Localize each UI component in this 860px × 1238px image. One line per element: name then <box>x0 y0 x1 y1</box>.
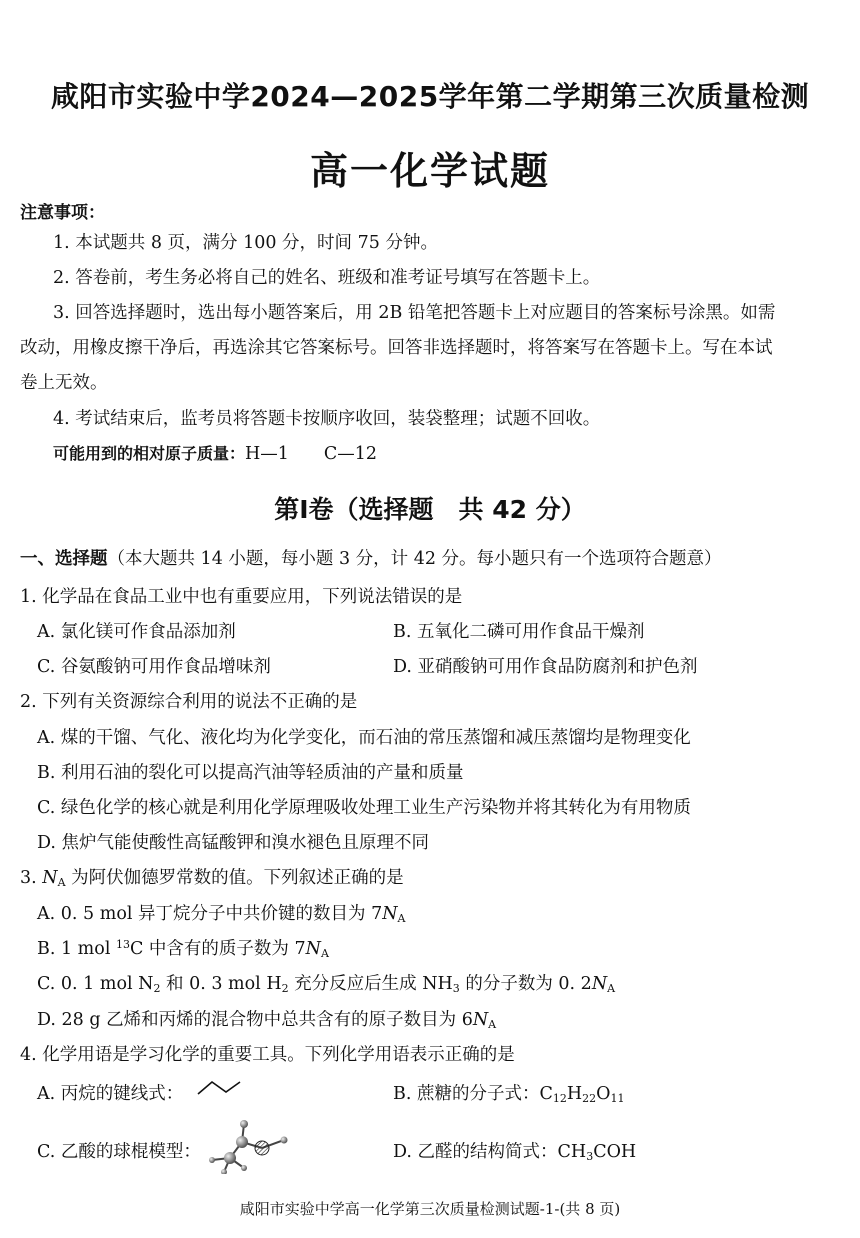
question-3-option-c: C. 0. 1 mol $N_2$ 和 0. 3 mol $H_2$ 充分反应后生成 $NH_3$ 的分子数为 0. $2N_A$ <box>37 974 616 995</box>
question-4-stem: 4. 化学用语是学习化学的重要工具。下列化学用语表示正确的是 <box>20 1045 515 1065</box>
question-2-option-a: A. 煤的干馏、气化、液化均为化学变化，而石油的常压蒸馏和减压蒸馏均是物理变化 <box>37 728 691 748</box>
question-4-option-b: B. 蔗糖的分子式：$C_{12}H_{22}O_{11}$ <box>393 1084 625 1105</box>
question-2-option-d: D. 焦炉气能使酸性高锰酸钾和溴水褪色且原理不同 <box>37 833 430 853</box>
question-1-option-b: B. 五氧化二磷可用作食品干燥剂 <box>393 622 645 642</box>
question-3-stem: 3. $N_A$ 为阿伏伽德罗常数的值。下列叙述正确的是 <box>20 868 404 889</box>
question-1-option-d: D. 亚硝酸钠可用作食品防腐剂和护色剂 <box>393 657 698 677</box>
notice-item: 4. 考试结束后，监考员将答题卡按顺序收回，装袋整理；试题不回收。 <box>53 409 601 429</box>
question-4-option-c: C. 乙酸的球棍模型： <box>37 1142 201 1162</box>
question-3-option-b: B. 1 mol $^{13}$C 中含有的质子数为 $7N_A$ <box>37 938 329 960</box>
notice-item: 1. 本试题共 8 页，满分 100 分，时间 75 分钟。 <box>53 233 438 253</box>
notice-heading: 注意事项： <box>20 203 105 223</box>
atomic-mass-values: H—1 C—12 <box>245 444 378 464</box>
question-1-stem: 1. 化学品在食品工业中也有重要应用，下列说法错误的是 <box>20 587 463 607</box>
question-4-option-d: D. 乙醛的结构简式：$CH_3COH$ <box>393 1142 637 1163</box>
notice-item: 2. 答卷前，考生务必将自己的姓名、班级和准考证号填写在答题卡上。 <box>53 268 601 288</box>
section-label: 一、选择题 <box>20 549 108 569</box>
question-2-option-c: C. 绿色化学的核心就是利用化学原理吸收处理工业生产污染物并将其转化为有用物质 <box>37 798 691 818</box>
question-4-option-a: A. 丙烷的键线式： <box>37 1084 184 1104</box>
atomic-mass-label: 可能用到的相对原子质量： <box>53 444 246 463</box>
question-1-option-c: C. 谷氨酸钠可用作食品增味剂 <box>37 657 271 677</box>
notice-item: 改动，用橡皮擦干净后，再选涂其它答案标号。回答非选择题时，将答案写在答题卡上。写在本试 <box>20 338 773 358</box>
question-2-option-b: B. 利用石油的裂化可以提高汽油等轻质油的产量和质量 <box>37 763 464 783</box>
question-3-option-d: D. 28 g 乙烯和丙烯的混合物中总共含有的原子数目为 $6N_A$ <box>37 1010 497 1031</box>
section-title: 第Ⅰ卷（选择题 共 42 分） <box>274 495 586 524</box>
question-2-stem: 2. 下列有关资源综合利用的说法不正确的是 <box>20 692 358 712</box>
section-instructions <box>20 545 722 570</box>
propane-skeletal-formula <box>196 1078 244 1098</box>
notice-item: 3. 回答选择题时，选出每小题答案后，用 2B 铅笔把答题卡上对应题目的答案标号涂黑。如需 <box>53 303 776 323</box>
subject-title: 高一化学试题 <box>309 149 550 193</box>
question-3-option-a: A. 0. 5 mol 异丁烷分子中共价键的数目为 $7N_A$ <box>37 904 406 925</box>
acetic-acid-ball-stick-model <box>204 1118 294 1174</box>
atomic-mass-line <box>53 437 377 471</box>
exam-title: 咸阳市实验中学2024—2025学年第二学期第三次质量检测 <box>50 80 810 113</box>
page-footer: 咸阳市实验中学高一化学第三次质量检测试题-1-(共 8 页) <box>239 1200 621 1218</box>
question-1-option-a: A. 氯化镁可作食品添加剂 <box>37 622 236 642</box>
section-rule: （本大题共 14 小题，每小题 3 分，计 42 分。每小题只有一个选项符合题意） <box>107 549 722 569</box>
notice-item: 卷上无效。 <box>20 373 108 393</box>
